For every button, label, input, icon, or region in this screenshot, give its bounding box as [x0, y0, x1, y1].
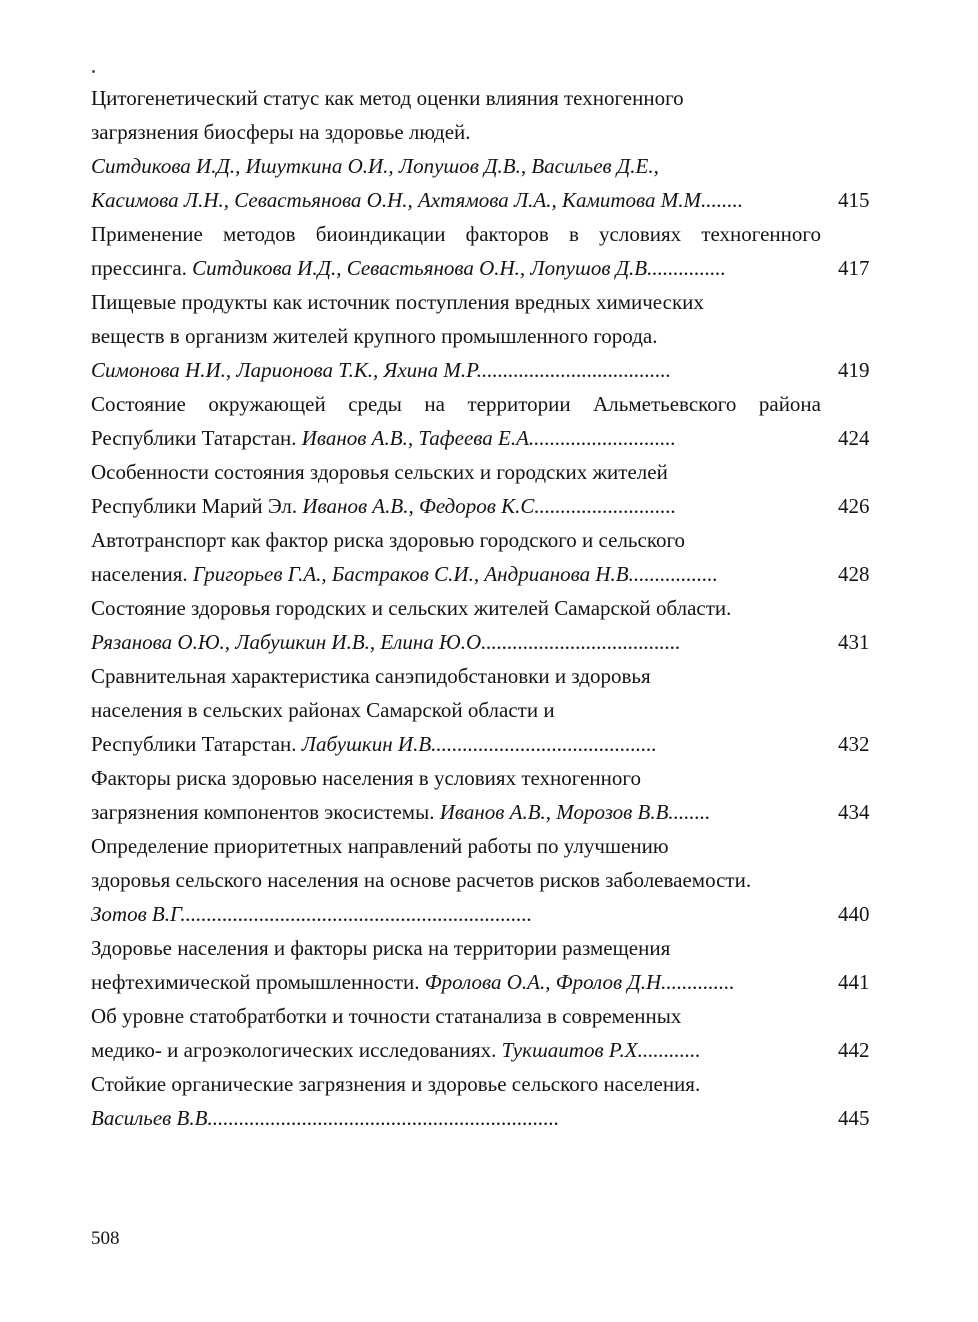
toc-entry-authors: Симонова Н.И., Ларионова Т.К., Яхина М.Р..................................... [91, 358, 672, 382]
toc-entry-title: Состояние здоровья городских и сельских жителей Самарской области. [91, 596, 732, 620]
toc-entry-authors: Ситдикова И.Д., Севастьянова О.Н., Лопушов Д.В............... [192, 256, 726, 280]
toc-entry-line [91, 423, 821, 453]
toc-entry-title-end: медико- и агроэкологических исследованиях. [91, 1038, 497, 1062]
toc-entry-authors: Иванов А.В., Федоров К.С........................... [302, 494, 677, 518]
toc-page-number: 428 [838, 562, 870, 586]
toc-entry-authors: Тукшаитов Р.Х............ [501, 1038, 701, 1062]
toc-entry-title: здоровья сельского населения на основе расчетов рисков заболеваемости. [91, 868, 752, 892]
toc-entry-title: Пищевые продукты как источник поступления вредных химических [91, 290, 704, 314]
toc-entry-line [91, 967, 821, 997]
toc-entry-title-end: Республики Марий Эл. [91, 494, 298, 518]
toc-entry-title: веществ в организм жителей крупного промышленного города. [91, 324, 658, 348]
toc-page-number: 426 [838, 494, 870, 518]
toc-entry-title-end: прессинга. [91, 256, 187, 280]
toc-page-number: 434 [838, 800, 870, 824]
toc-entry-title: Здоровье населения и факторы риска на территории размещения [91, 936, 671, 960]
toc-entry-line [91, 491, 821, 521]
toc-page-number: 441 [838, 970, 870, 994]
toc-entry-title: загрязнения биосферы на здоровье людей. [91, 120, 471, 144]
toc-entry-title-end: загрязнения компонентов экосистемы. [91, 800, 435, 824]
toc-entry-authors: Лабушкин И.В........................................... [301, 732, 657, 756]
toc-page-number: 445 [838, 1106, 870, 1130]
toc-entry-line [91, 253, 821, 283]
toc-entry-title: Об уровне статобратботки и точности статанализа в современных [91, 1004, 682, 1028]
toc-page-number: 432 [838, 732, 870, 756]
toc-entry-title: Сравнительная характеристика санэпидобстановки и здоровья [91, 664, 651, 688]
toc-entry-title: Факторы риска здоровью населения в условиях техногенного [91, 766, 641, 790]
toc-entry-title: Стойкие органические загрязнения и здоровье сельского населения. [91, 1072, 701, 1096]
toc-entry-authors: Григорьев Г.А., Бастраков С.И., Андрианова Н.В................. [192, 562, 718, 586]
toc-entry-line [91, 729, 821, 759]
toc-entry-title: Автотранспорт как фактор риска здоровью городского и сельского [91, 528, 686, 552]
toc-entry-title-end: нефтехимической промышленности. [91, 970, 420, 994]
toc-page-number: 415 [838, 188, 870, 212]
toc-entry-title: населения в сельских районах Самарской области и [91, 698, 555, 722]
toc-entry-authors: Васильев В.В................................................................... [91, 1106, 560, 1130]
toc-page-number: 417 [838, 256, 870, 280]
toc-entry-authors: Касимова Л.Н., Севастьянова О.Н., Ахтямова Л.А., Камитова М.М........ [91, 188, 743, 212]
toc-entry-authors: Иванов А.В., Морозов В.В........ [439, 800, 711, 824]
toc-entry-line [91, 559, 821, 589]
toc-entry-authors: Ситдикова И.Д., Ишуткина О.И., Лопушов Д.В., Васильев Д.Е., [91, 154, 659, 178]
toc-page-number: 419 [838, 358, 870, 382]
page-number-footer: 508 [91, 1228, 120, 1249]
toc-entry-line [91, 797, 821, 827]
toc-entry-title: Состояние окружающей среды на территории Альметьевского района [91, 392, 821, 416]
toc-entry-authors: Фролова О.А., Фролов Д.Н.............. [424, 970, 735, 994]
toc-entry-title: Применение методов биоиндикации факторов в условиях техногенного [91, 222, 821, 246]
scan-speck [92, 70, 95, 73]
toc-entry-authors: Иванов А.В., Тафеева Е.А............................ [301, 426, 676, 450]
toc-entry-title: Цитогенетический статус как метод оценки влияния техногенного [91, 86, 684, 110]
toc-page-number: 442 [838, 1038, 870, 1062]
toc-entry-title-end: населения. [91, 562, 188, 586]
toc-entry-title-end: Республики Татарстан. [91, 426, 297, 450]
toc-entry-line [91, 1035, 821, 1065]
toc-page-number: 440 [838, 902, 870, 926]
toc-entry-title: Особенности состояния здоровья сельских и городских жителей [91, 460, 668, 484]
toc-page-number: 424 [838, 426, 870, 450]
toc-entry-title: Определение приоритетных направлений работы по улучшению [91, 834, 669, 858]
toc-entry-authors: Зотов В.Г................................................................... [91, 902, 533, 926]
toc-entry-authors: Рязанова О.Ю., Лабушкин И.В., Елина Ю.О...................................... [91, 630, 681, 654]
toc-page-number: 431 [838, 630, 870, 654]
toc-entry-title-end: Республики Татарстан. [91, 732, 297, 756]
